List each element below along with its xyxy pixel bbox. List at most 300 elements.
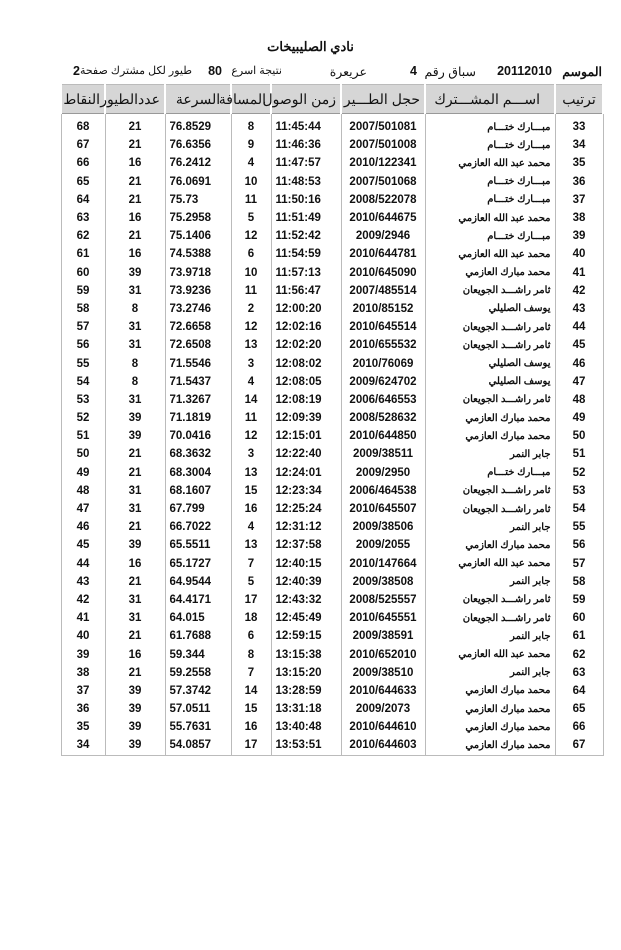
speed-cell: 65.1727 [165, 555, 231, 573]
ring-number-cell: 2010/644675 [341, 209, 425, 227]
distance-cell: 18 [231, 609, 271, 627]
points-cell: 53 [76, 393, 90, 406]
distance-cell: 5 [231, 573, 271, 591]
rank-cell: 57 [555, 555, 603, 573]
birds-count-cell: 39 [105, 700, 165, 718]
ring-number-cell: 2009/2950 [341, 464, 425, 482]
arrival-time-cell: 12:40:39 [271, 573, 341, 591]
arrival-time-cell: 12:02:16 [271, 318, 341, 336]
distance-cell: 7 [231, 664, 271, 682]
ring-number-cell: 2010/76069 [341, 354, 425, 372]
birds-count-cell: 31 [105, 500, 165, 518]
points-cell: 46 [76, 521, 90, 534]
distance-cell: 13 [231, 336, 271, 354]
header-points: النقاط [61, 85, 105, 114]
distance-cell: 11 [231, 409, 271, 427]
birds-count-cell: 31 [105, 591, 165, 609]
speed-cell: 68.3632 [165, 445, 231, 463]
rank-cell: 34 [555, 136, 603, 154]
participant-name-cell: ثامر راشـــد الجويعان [425, 609, 555, 627]
distance-cell: 6 [231, 245, 271, 263]
arrival-time-cell: 12:25:24 [271, 500, 341, 518]
rank-cell: 65 [555, 700, 603, 718]
participant-name-cell: ثامر راشـــد الجويعان [425, 391, 555, 409]
points-cell: 63 [76, 212, 90, 225]
rank-cell: 39 [555, 227, 603, 245]
speed-cell: 70.0416 [165, 427, 231, 445]
points-cell: 60 [76, 266, 90, 279]
participant-name-cell: محمد عبد الله العازمي [425, 645, 555, 663]
arrival-time-cell: 13:40:48 [271, 718, 341, 736]
arrival-time-cell: 11:48:53 [271, 173, 341, 191]
participant-name-cell: يوسف الصليلي [425, 354, 555, 372]
birds-count-cell: 21 [105, 136, 165, 154]
arrival-time-cell: 12:24:01 [271, 464, 341, 482]
points-cell: 58 [76, 302, 90, 315]
birds-count-cell: 31 [105, 282, 165, 300]
points-cell: 49 [76, 466, 90, 479]
arrival-time-cell: 12:37:58 [271, 536, 341, 554]
header-speed: السرعة [165, 85, 231, 114]
ring-number-cell: 2009/38506 [341, 518, 425, 536]
ring-number-cell: 2008/528632 [341, 409, 425, 427]
header-time: زمن الوصول [271, 85, 341, 114]
table-row [61, 482, 603, 500]
arrival-time-cell: 12:15:01 [271, 427, 341, 445]
participant-name-cell: جابر النمر [425, 445, 555, 463]
arrival-time-cell: 12:45:49 [271, 609, 341, 627]
participant-name-cell: محمد عبد الله العازمي [425, 154, 555, 172]
rank-cell: 48 [555, 391, 603, 409]
arrival-time-cell: 12:23:34 [271, 482, 341, 500]
arrival-time-cell: 12:43:32 [271, 591, 341, 609]
birds-count: 80 [208, 64, 222, 78]
participant-name-cell: ثامر راشـــد الجويعان [425, 282, 555, 300]
table-row [61, 409, 603, 427]
birds-count-cell: 39 [105, 682, 165, 700]
birds-count-cell: 39 [105, 427, 165, 445]
rank-cell: 47 [555, 373, 603, 391]
arrival-time-cell: 11:54:59 [271, 245, 341, 263]
arrival-time-cell: 13:28:59 [271, 682, 341, 700]
speed-cell: 76.0691 [165, 173, 231, 191]
birds-count-cell: 21 [105, 627, 165, 645]
participant-name-cell: محمد مبارك العازمي [425, 409, 555, 427]
speed-cell: 75.2958 [165, 209, 231, 227]
arrival-time-cell: 13:15:20 [271, 664, 341, 682]
arrival-time-cell: 12:22:40 [271, 445, 341, 463]
ring-number-cell: 2010/644781 [341, 245, 425, 263]
points-cell: 56 [76, 339, 90, 352]
birds-count-cell: 8 [105, 373, 165, 391]
table-row [61, 736, 603, 755]
arrival-time-cell: 11:56:47 [271, 282, 341, 300]
table-row [61, 245, 603, 263]
speed-cell: 65.5511 [165, 536, 231, 554]
arrival-time-cell: 12:40:15 [271, 555, 341, 573]
points-cell: 47 [76, 503, 90, 516]
points-cell: 34 [61, 736, 105, 755]
distance-cell: 12 [231, 227, 271, 245]
distance-cell: 3 [231, 445, 271, 463]
distance-cell: 16 [231, 718, 271, 736]
ring-number-cell: 2010/645090 [341, 264, 425, 282]
table-row [61, 591, 603, 609]
ring-number-cell: 2007/501081 [341, 114, 425, 137]
ring-number-cell: 2006/464538 [341, 482, 425, 500]
participant-name-cell: مبـــارك ختـــام [425, 191, 555, 209]
ring-number-cell: 2010/645514 [341, 318, 425, 336]
rank-cell: 46 [555, 354, 603, 372]
birds-count-cell: 21 [105, 573, 165, 591]
table-row [61, 391, 603, 409]
points-cell: 36 [76, 703, 90, 716]
birds-count-cell: 31 [105, 482, 165, 500]
distance-cell: 13 [231, 464, 271, 482]
arrival-time-cell: 12:59:15 [271, 627, 341, 645]
table-row [61, 464, 603, 482]
birds-count-cell: 16 [105, 245, 165, 263]
participant-name-cell: محمد عبد الله العازمي [425, 209, 555, 227]
participant-name-cell: جابر النمر [425, 664, 555, 682]
distance-cell: 10 [231, 264, 271, 282]
race-number: 4 [410, 64, 417, 78]
table-row [61, 555, 603, 573]
birds-count-cell: 21 [105, 664, 165, 682]
rank-cell: 41 [555, 264, 603, 282]
rank-cell: 58 [555, 573, 603, 591]
table-row [61, 518, 603, 536]
table-row [61, 191, 603, 209]
race-location: عريعرة [329, 65, 367, 79]
birds-count-cell: 16 [105, 645, 165, 663]
points-cell: 61 [76, 248, 90, 261]
arrival-time-cell: 11:51:49 [271, 209, 341, 227]
birds-count-cell: 21 [105, 114, 165, 137]
distance-cell: 13 [231, 536, 271, 554]
ring-number-cell: 2007/501068 [341, 173, 425, 191]
points-cell: 48 [76, 484, 90, 497]
table-row [61, 354, 603, 372]
ring-number-cell: 2007/501008 [341, 136, 425, 154]
distance-cell: 4 [231, 518, 271, 536]
points-cell: 38 [76, 666, 90, 679]
birds-count-cell: 8 [105, 300, 165, 318]
participant-name-cell: محمد مبارك العازمي [425, 718, 555, 736]
ring-number-cell: 2009/2055 [341, 536, 425, 554]
points-cell: 42 [76, 593, 90, 606]
table-row [61, 682, 603, 700]
header-distance: المسافة [231, 85, 271, 114]
speed-cell: 73.2746 [165, 300, 231, 318]
table-row [61, 573, 603, 591]
ring-number-cell: 2010/645551 [341, 609, 425, 627]
header-birds: عددالطيور [105, 85, 165, 114]
distance-cell: 17 [231, 591, 271, 609]
participant-name-cell: ثامر راشـــد الجويعان [425, 482, 555, 500]
ring-number-cell: 2010/645507 [341, 500, 425, 518]
distance-cell: 8 [231, 114, 271, 137]
speed-cell: 73.9718 [165, 264, 231, 282]
distance-cell: 4 [231, 154, 271, 172]
distance-cell: 15 [231, 482, 271, 500]
ring-number-cell: 2009/38511 [341, 445, 425, 463]
points-cell: 68 [76, 121, 90, 134]
speed-cell: 72.6658 [165, 318, 231, 336]
speed-cell: 55.7631 [165, 718, 231, 736]
participant-name-cell: يوسف الصليلي [425, 373, 555, 391]
points-cell: 64 [76, 193, 90, 206]
table-row [61, 500, 603, 518]
ring-number-cell: 2009/38508 [341, 573, 425, 591]
rank-cell: 52 [555, 464, 603, 482]
participant-name-cell: جابر النمر [425, 573, 555, 591]
season-label: الموسم [562, 65, 602, 79]
rank-cell: 51 [555, 445, 603, 463]
page-number: 2 [73, 64, 80, 78]
table-row [61, 227, 603, 245]
birds-count-cell: 39 [105, 536, 165, 554]
arrival-time-cell: 11:45:44 [271, 114, 341, 137]
arrival-time-cell: 11:46:36 [271, 136, 341, 154]
ring-number-cell: 2010/644603 [341, 736, 425, 755]
rank-cell: 35 [555, 154, 603, 172]
participant-name-cell: محمد مبارك العازمي [425, 736, 555, 755]
ring-number-cell: 2010/644610 [341, 718, 425, 736]
ring-number-cell: 2009/38510 [341, 664, 425, 682]
speed-cell: 71.5437 [165, 373, 231, 391]
birds-count-cell: 21 [105, 173, 165, 191]
arrival-time-cell: 12:00:20 [271, 300, 341, 318]
arrival-time-cell: 12:02:20 [271, 336, 341, 354]
participant-name-cell: جابر النمر [425, 518, 555, 536]
speed-cell: 64.4171 [165, 591, 231, 609]
distance-cell: 12 [231, 427, 271, 445]
points-cell: 66 [76, 157, 90, 170]
rank-cell: 42 [555, 282, 603, 300]
table-row [61, 536, 603, 554]
table-row [61, 664, 603, 682]
arrival-time-cell: 12:31:12 [271, 518, 341, 536]
rank-cell: 54 [555, 500, 603, 518]
rank-cell: 61 [555, 627, 603, 645]
arrival-time-cell: 11:50:16 [271, 191, 341, 209]
participant-name-cell: محمد مبارك العازمي [425, 536, 555, 554]
birds-count-cell: 16 [105, 154, 165, 172]
distance-cell: 6 [231, 627, 271, 645]
points-cell: 37 [76, 684, 90, 697]
rank-cell: 66 [555, 718, 603, 736]
points-cell: 44 [76, 557, 90, 570]
speed-cell: 71.3267 [165, 391, 231, 409]
participant-name-cell: محمد مبارك العازمي [425, 700, 555, 718]
table-row [61, 154, 603, 172]
table-row [61, 264, 603, 282]
arrival-time-cell: 12:08:05 [271, 373, 341, 391]
points-cell: 40 [76, 630, 90, 643]
participant-name-cell: مبـــارك ختـــام [425, 114, 555, 137]
birds-count-cell: 39 [105, 736, 165, 755]
points-cell: 57 [76, 321, 90, 334]
birds-count-cell: 31 [105, 336, 165, 354]
distance-cell: 8 [231, 645, 271, 663]
arrival-time-cell: 11:57:13 [271, 264, 341, 282]
points-cell: 51 [76, 430, 90, 443]
birds-count-cell: 31 [105, 391, 165, 409]
ring-number-cell: 2007/485514 [341, 282, 425, 300]
ring-number-cell: 2010/652010 [341, 645, 425, 663]
ring-number-cell: 2010/644633 [341, 682, 425, 700]
speed-cell: 57.0511 [165, 700, 231, 718]
table-row [61, 700, 603, 718]
table-row [61, 209, 603, 227]
arrival-time-cell: 11:47:57 [271, 154, 341, 172]
birds-count-cell: 21 [105, 464, 165, 482]
speed-cell: 76.8529 [165, 114, 231, 137]
distance-cell: 2 [231, 300, 271, 318]
birds-count-cell: 39 [105, 409, 165, 427]
rank-cell: 56 [555, 536, 603, 554]
points-cell: 62 [76, 230, 90, 243]
ring-number-cell: 2009/38591 [341, 627, 425, 645]
arrival-time-cell: 12:08:02 [271, 354, 341, 372]
rank-cell: 36 [555, 173, 603, 191]
arrival-time-cell: 13:31:18 [271, 700, 341, 718]
birds-count-cell: 31 [105, 318, 165, 336]
speed-cell: 68.1607 [165, 482, 231, 500]
table-row [61, 336, 603, 354]
arrival-time-cell: 11:52:42 [271, 227, 341, 245]
speed-cell: 75.73 [165, 191, 231, 209]
speed-cell: 72.6508 [165, 336, 231, 354]
points-cell: 59 [76, 284, 90, 297]
table-row [61, 318, 603, 336]
points-cell: 54 [76, 375, 90, 388]
ring-number-cell: 2009/2946 [341, 227, 425, 245]
rank-cell: 37 [555, 191, 603, 209]
participant-name-cell: مبـــارك ختـــام [425, 227, 555, 245]
participant-name-cell: ثامر راشـــد الجويعان [425, 318, 555, 336]
participant-name-cell: مبـــارك ختـــام [425, 136, 555, 154]
points-cell: 43 [76, 575, 90, 588]
distance-cell: 10 [231, 173, 271, 191]
distance-cell: 15 [231, 700, 271, 718]
header-rank: ترتيب [555, 85, 603, 114]
table-row [61, 173, 603, 191]
results-table [60, 84, 604, 756]
race-info-line [60, 64, 602, 82]
speed-cell: 68.3004 [165, 464, 231, 482]
result-type: نتيجة اسرع [231, 65, 282, 77]
birds-count-cell: 21 [105, 227, 165, 245]
season-value: 20112010 [497, 64, 552, 78]
rank-cell: 53 [555, 482, 603, 500]
distance-cell: 17 [231, 736, 271, 755]
participant-name-cell: ثامر راشـــد الجويعان [425, 500, 555, 518]
participant-name-cell: محمد مبارك العازمي [425, 427, 555, 445]
participant-name-cell: محمد مبارك العازمي [425, 682, 555, 700]
rank-cell: 40 [555, 245, 603, 263]
table-row [61, 114, 603, 137]
distance-cell: 7 [231, 555, 271, 573]
table-row [61, 282, 603, 300]
ring-number-cell: 2010/85152 [341, 300, 425, 318]
arrival-time-cell: 12:08:19 [271, 391, 341, 409]
birds-count-cell: 21 [105, 191, 165, 209]
ring-number-cell: 2010/122341 [341, 154, 425, 172]
participant-name-cell: مبـــارك ختـــام [425, 173, 555, 191]
rank-cell: 59 [555, 591, 603, 609]
ring-number-cell: 2010/147664 [341, 555, 425, 573]
points-cell: 65 [76, 175, 90, 188]
rank-cell: 60 [555, 609, 603, 627]
birds-count-cell: 39 [105, 264, 165, 282]
rank-cell: 50 [555, 427, 603, 445]
distance-cell: 11 [231, 191, 271, 209]
points-cell: 52 [76, 412, 90, 425]
rank-cell: 64 [555, 682, 603, 700]
race-label: سباق رقم [424, 65, 476, 79]
speed-cell: 59.344 [165, 645, 231, 663]
birds-count-cell: 16 [105, 555, 165, 573]
participant-name-cell: ثامر راشـــد الجويعان [425, 336, 555, 354]
table-row [61, 136, 603, 154]
rank-cell: 67 [555, 736, 603, 755]
birds-count-cell: 16 [105, 209, 165, 227]
speed-cell: 76.2412 [165, 154, 231, 172]
header-ring: حجل الطـــير [341, 85, 425, 114]
participant-name-cell: يوسف الصليلي [425, 300, 555, 318]
header-name: اســـم المشـــترك [425, 85, 555, 114]
distance-cell: 14 [231, 391, 271, 409]
participant-name-cell: ثامر راشـــد الجويعان [425, 591, 555, 609]
participant-name-cell: محمد عبد الله العازمي [425, 555, 555, 573]
distance-cell: 11 [231, 282, 271, 300]
rank-cell: 33 [555, 114, 603, 137]
points-cell: 67 [76, 139, 90, 152]
ring-number-cell: 2009/624702 [341, 373, 425, 391]
rank-cell: 49 [555, 409, 603, 427]
points-cell: 35 [76, 721, 90, 734]
distance-cell: 4 [231, 373, 271, 391]
rank-cell: 43 [555, 300, 603, 318]
speed-cell: 61.7688 [165, 627, 231, 645]
distance-cell: 12 [231, 318, 271, 336]
points-cell: 45 [76, 539, 90, 552]
speed-cell: 66.7022 [165, 518, 231, 536]
distance-cell: 16 [231, 500, 271, 518]
points-cell: 39 [76, 648, 90, 661]
speed-cell: 57.3742 [165, 682, 231, 700]
distance-cell: 3 [231, 354, 271, 372]
ring-number-cell: 2008/525557 [341, 591, 425, 609]
participant-name-cell: محمد مبارك العازمي [425, 264, 555, 282]
rank-cell: 38 [555, 209, 603, 227]
points-cell: 50 [76, 448, 90, 461]
arrival-time-cell: 12:09:39 [271, 409, 341, 427]
speed-cell: 74.5388 [165, 245, 231, 263]
table-row [61, 427, 603, 445]
distance-cell: 9 [231, 136, 271, 154]
table-row [61, 627, 603, 645]
points-cell: 41 [76, 612, 90, 625]
speed-cell: 75.1406 [165, 227, 231, 245]
speed-cell: 54.0857 [165, 736, 231, 755]
speed-cell: 76.6356 [165, 136, 231, 154]
speed-cell: 64.9544 [165, 573, 231, 591]
table-row [61, 609, 603, 627]
rank-cell: 45 [555, 336, 603, 354]
